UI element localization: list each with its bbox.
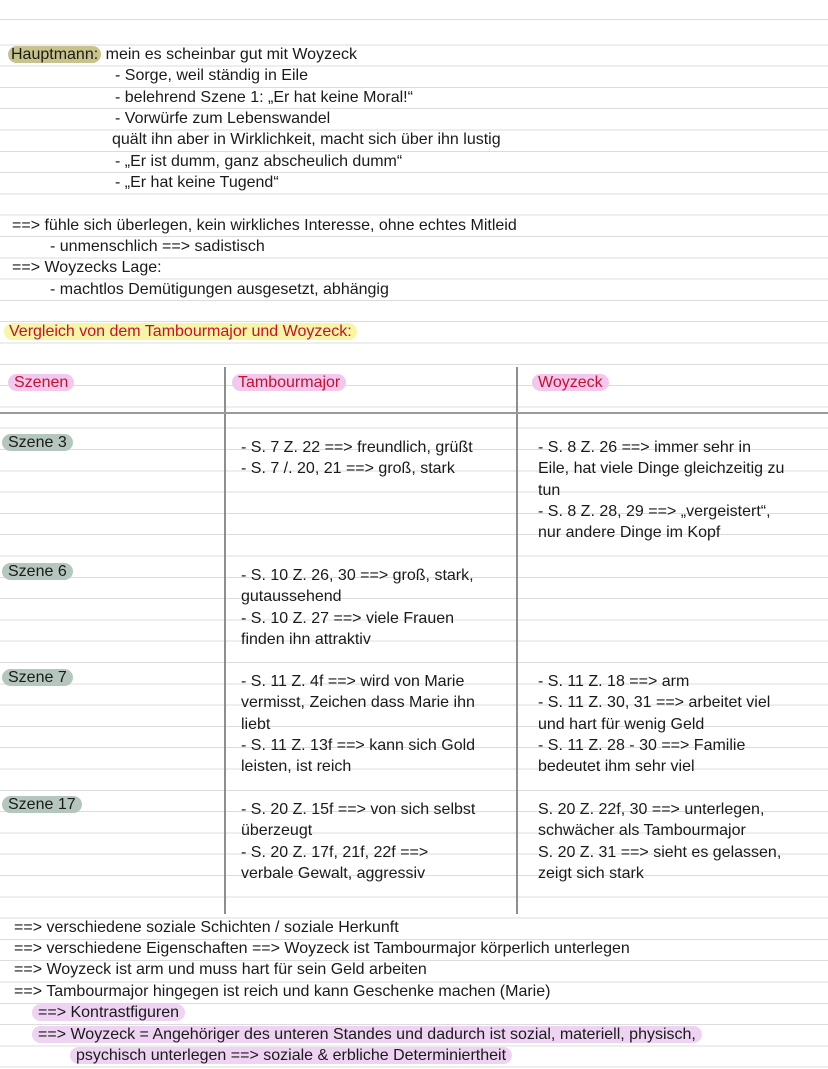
cell-line: - S. 8 Z. 26 ==> immer sehr in [538, 439, 751, 456]
cell-line: S. 20 Z. 31 ==> sieht es gelassen, [538, 843, 782, 861]
cell-line: tun [538, 481, 561, 499]
woyzeck-cell [538, 799, 781, 884]
conclusion-line-1: ==> verschiedene soziale Schichten / soziale Herkunft [14, 919, 399, 936]
conclusion-line-4: ==> Tambourmajor hingegen ist reich und kann Geschenke machen (Marie) [14, 983, 551, 1000]
summary-line-3: ==> Woyzecks Lage: [12, 259, 162, 276]
hauptmann-line-5: quält ihn aber in Wirklichkeit, macht sich über ihn lustig [112, 131, 501, 148]
header-woyzeck-text: Woyzeck [532, 374, 609, 391]
vergleich-title [4, 322, 357, 342]
scene-label-text: Szene 17 [2, 796, 82, 813]
header-tambourmajor [232, 373, 346, 393]
conclusion-line-3: ==> Woyzeck ist arm und muss hart für sein Geld arbeiten [14, 961, 427, 978]
cell-line: finden ihn attraktiv [241, 630, 371, 648]
conclusion-line-6-text: ==> Woyzeck = Angehöriger des unteren Standes und dadurch ist sozial, materiell, physisch, [32, 1026, 702, 1043]
table-divider-1 [224, 367, 226, 914]
cell-line: - S. 11 Z. 18 ==> arm [538, 673, 690, 690]
table-header-rule [0, 412, 828, 414]
cell-line: zeigt sich stark [538, 864, 644, 882]
summary-line-4: - machtlos Demütigungen ausgesetzt, abhängig [50, 281, 389, 298]
tambour-cell [241, 565, 474, 650]
hauptmann-line-1 [8, 45, 357, 65]
table-divider-2 [516, 367, 518, 914]
cell-line: - S. 8 Z. 28, 29 ==> „vergeistert“, [538, 502, 771, 520]
cell-line: - S. 11 Z. 30, 31 ==> arbeitet viel [538, 694, 771, 712]
conclusion-line-6 [32, 1025, 702, 1045]
scene-label-text: Szene 7 [2, 669, 73, 686]
hauptmann-line-2: - Sorge, weil ständig in Eile [115, 67, 308, 84]
conclusion-line-2: ==> verschiedene Eigenschaften ==> Woyzeck ist Tambourmajor körperlich unterlegen [14, 940, 630, 957]
conclusion-line-7-text: psychisch unterlegen ==> soziale & erbliche Determiniertheit [70, 1047, 512, 1064]
scene-label-text: Szene 3 [2, 434, 73, 451]
cell-line: - S. 7 Z. 22 ==> freundlich, grüßt [241, 439, 473, 456]
hauptmann-first: mein es scheinbar gut mit Woyzeck [101, 46, 357, 63]
cell-line: - S. 20 Z. 15f ==> von sich selbst [241, 801, 476, 818]
cell-line: schwächer als Tambourmajor [538, 822, 746, 840]
summary-line-2: - unmenschlich ==> sadistisch [50, 238, 265, 255]
cell-line: und hart für wenig Geld [538, 715, 705, 733]
cell-line: - S. 10 Z. 26, 30 ==> groß, stark, [241, 567, 474, 584]
cell-line: - S. 20 Z. 17f, 21f, 22f ==> [241, 843, 429, 861]
header-tambourmajor-text: Tambourmajor [232, 374, 346, 391]
cell-line: leisten, ist reich [241, 758, 352, 776]
scene-label [2, 562, 73, 582]
cell-line: liebt [241, 715, 271, 733]
conclusion-line-7 [70, 1046, 512, 1066]
cell-line: Eile, hat viele Dinge gleichzeitig zu [538, 460, 785, 478]
tambour-cell [241, 671, 475, 777]
hauptmann-line-6: - „Er ist dumm, ganz abscheulich dumm“ [115, 153, 403, 170]
woyzeck-cell [538, 671, 770, 777]
cell-line: - S. 11 Z. 4f ==> wird von Marie [241, 673, 465, 690]
header-szenen-text: Szenen [8, 374, 74, 391]
cell-line: - S. 11 Z. 13f ==> kann sich Gold [241, 736, 476, 754]
cell-line: überzeugt [241, 822, 313, 840]
scene-label-text: Szene 6 [2, 563, 73, 580]
tambour-cell [241, 799, 475, 884]
conclusion-line-5 [32, 1003, 185, 1023]
scene-label [2, 433, 73, 453]
cell-line: - S. 10 Z. 27 ==> viele Frauen [241, 609, 455, 627]
hauptmann-line-3: - belehrend Szene 1: „Er hat keine Moral!“ [115, 89, 413, 106]
tambour-cell [241, 437, 473, 480]
scene-label [2, 668, 73, 688]
cell-line: nur andere Dinge im Kopf [538, 524, 721, 542]
hauptmann-line-4: - Vorwürfe zum Lebenswandel [115, 110, 331, 127]
cell-line: gutaussehend [241, 588, 342, 606]
scene-label [2, 795, 82, 815]
cell-line: S. 20 Z. 22f, 30 ==> unterlegen, [538, 801, 765, 818]
kontrastfiguren-text: ==> Kontrastfiguren [32, 1004, 185, 1021]
vergleich-title-text: Vergleich von dem Tambourmajor und Woyzeck: [4, 323, 357, 340]
summary-line-1: ==> fühle sich überlegen, kein wirkliches Interesse, ohne echtes Mitleid [12, 217, 517, 234]
header-szenen [8, 373, 74, 393]
woyzeck-cell [538, 437, 784, 543]
cell-line: - S. 11 Z. 28 - 30 ==> Familie [538, 736, 746, 754]
cell-line: vermisst, Zeichen dass Marie ihn [241, 694, 475, 712]
header-woyzeck [532, 373, 609, 393]
cell-line: bedeutet ihm sehr viel [538, 758, 695, 776]
cell-line: verbale Gewalt, aggressiv [241, 864, 426, 882]
hauptmann-label: Hauptmann: [8, 46, 101, 63]
hauptmann-line-7: - „Er hat keine Tugend“ [115, 174, 279, 191]
cell-line: - S. 7 /. 20, 21 ==> groß, stark [241, 460, 455, 478]
